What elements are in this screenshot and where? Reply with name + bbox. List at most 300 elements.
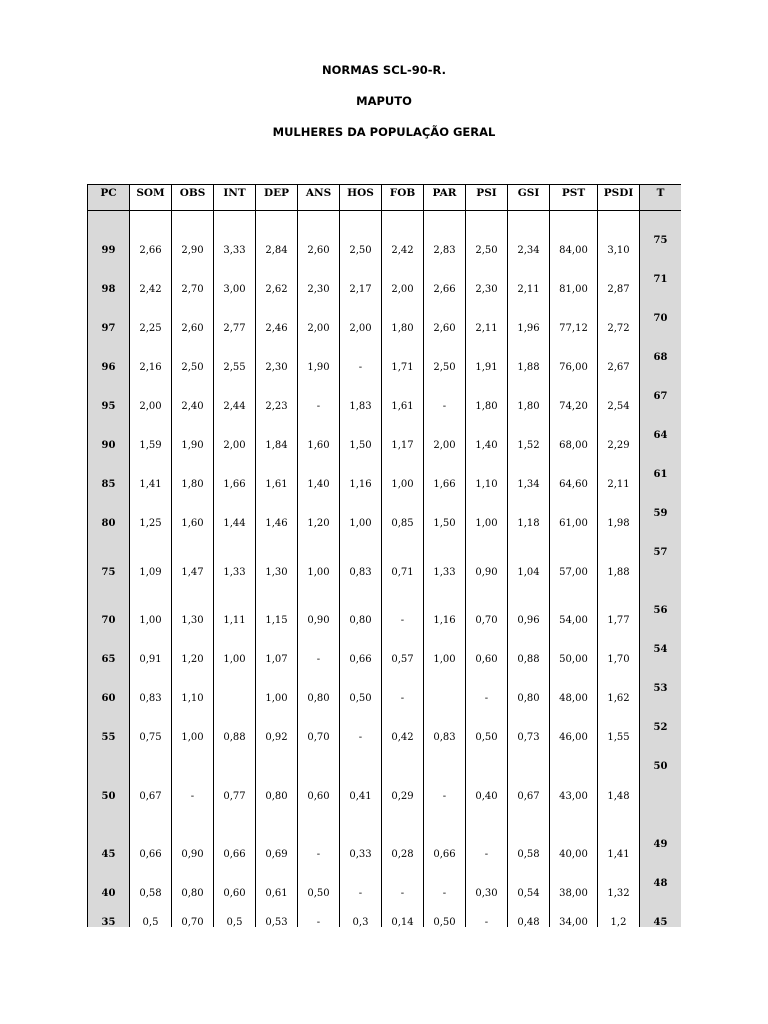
cell-psdi: [598, 231, 640, 270]
cell-gsi: 1,34: [508, 465, 550, 504]
cell-value: 2,00: [223, 440, 246, 451]
cell-gsi: 0,73: [508, 718, 550, 757]
table-row: [88, 348, 682, 387]
cell-dep: 0,61: [256, 874, 298, 913]
table-row: [88, 231, 682, 270]
cell-value: 1,80: [475, 401, 498, 412]
cell-value: 0,58: [139, 888, 162, 899]
header-t: T: [640, 185, 682, 211]
cell-value: 2,11: [607, 479, 630, 490]
cell-int: [214, 309, 256, 348]
header-int: INT: [214, 185, 256, 211]
cell-value: 1,33: [223, 566, 246, 578]
cell-dep: 1,30: [256, 543, 298, 601]
cell-som: [130, 874, 172, 913]
cell-ans: -: [298, 640, 340, 679]
cell-t: 50: [640, 757, 682, 835]
cell-pst: 81,00: [550, 270, 598, 309]
cell-som: [130, 679, 172, 718]
cell-value: 0,66: [139, 849, 162, 860]
table-row: [88, 874, 682, 913]
cell-value: 1,25: [139, 518, 162, 529]
cell-psi: [466, 913, 508, 927]
cell-value: 2,29: [607, 440, 630, 451]
cell-pc: 55: [88, 718, 130, 757]
cell-som: [130, 504, 172, 543]
norms-table: [87, 184, 681, 927]
cell-obs: 1,30: [172, 601, 214, 640]
table-row: [88, 835, 682, 874]
table-row: [88, 601, 682, 640]
table-row: [88, 504, 682, 543]
cell-psi: [466, 543, 508, 601]
cell-pst: 54,00: [550, 601, 598, 640]
cell-psdi: [598, 679, 640, 718]
cell-value: 0,60: [475, 654, 498, 665]
cell-value: 0,30: [475, 888, 498, 899]
cell-ans: -: [298, 387, 340, 426]
cell-value: -: [484, 849, 489, 860]
cell-value: 0,91: [139, 654, 162, 665]
cell-pc: 90: [88, 426, 130, 465]
cell-par: 0,50: [424, 913, 466, 927]
table-row: [88, 426, 682, 465]
cell-psdi: [598, 348, 640, 387]
cell-fob: -: [382, 679, 424, 718]
cell-value: 2,87: [607, 284, 630, 295]
cell-par: 2,50: [424, 348, 466, 387]
cell-dep: 1,61: [256, 465, 298, 504]
cell-pst: 64,60: [550, 465, 598, 504]
cell-ans: 1,60: [298, 426, 340, 465]
cell-pst: 34,00: [550, 913, 598, 927]
cell-hos: [340, 640, 382, 679]
cell-par: 2,60: [424, 309, 466, 348]
cell-value: 1,00: [475, 518, 498, 529]
cell-psdi: [598, 874, 640, 913]
cell-par: 1,66: [424, 465, 466, 504]
cell-obs: 1,20: [172, 640, 214, 679]
cell-hos: [340, 426, 382, 465]
cell-value: 1,00: [139, 615, 162, 626]
cell-dep: 0,69: [256, 835, 298, 874]
cell-value: 1,44: [223, 518, 246, 529]
table-row: [88, 640, 682, 679]
cell-value: 0,5: [226, 917, 243, 927]
cell-ans: 2,30: [298, 270, 340, 309]
cell-value: 1,32: [607, 888, 630, 899]
cell-value: 1,00: [223, 654, 246, 665]
cell-t: 67: [640, 387, 682, 426]
cell-pc: 65: [88, 640, 130, 679]
cell-dep: 1,15: [256, 601, 298, 640]
header-psi: PSI: [466, 185, 508, 211]
cell-dep: 1,84: [256, 426, 298, 465]
cell-ans: 2,00: [298, 309, 340, 348]
cell-t: 56: [640, 601, 682, 640]
cell-psi: [466, 387, 508, 426]
cell-value: 2,50: [349, 245, 372, 256]
cell-int: [214, 270, 256, 309]
cell-value: 0,83: [349, 566, 372, 578]
cell-value: 0,75: [139, 732, 162, 743]
cell-pst: 61,00: [550, 504, 598, 543]
cell-value: 3,00: [223, 284, 246, 295]
cell-int: [214, 543, 256, 601]
cell-fob: 1,17: [382, 426, 424, 465]
cell-pc: 35: [88, 913, 130, 927]
cell-fob: 2,00: [382, 270, 424, 309]
table-body: [88, 211, 682, 928]
cell-value: 3,10: [607, 245, 630, 256]
cell-fob: 0,28: [382, 835, 424, 874]
cell-ans: 0,60: [298, 757, 340, 835]
cell-ans: 0,50: [298, 874, 340, 913]
table-row: [88, 270, 682, 309]
cell-hos: [340, 679, 382, 718]
cell-fob: 0,29: [382, 757, 424, 835]
cell-som: [130, 309, 172, 348]
cell-fob: -: [382, 874, 424, 913]
cell-dep: 1,46: [256, 504, 298, 543]
cell-dep: 0,80: [256, 757, 298, 835]
cell-int: [214, 601, 256, 640]
cell-value: 1,91: [475, 362, 498, 373]
cell-t: 52: [640, 718, 682, 757]
cell-pst: 77,12: [550, 309, 598, 348]
cell-psi: [466, 504, 508, 543]
cell-psi: [466, 835, 508, 874]
cell-value: 0,3: [352, 917, 369, 927]
cell-value: 1,00: [349, 518, 372, 529]
cell-value: 1,66: [223, 479, 246, 490]
cell-par: 1,50: [424, 504, 466, 543]
cell-t: 68: [640, 348, 682, 387]
cell-pst: 74,20: [550, 387, 598, 426]
cell-pc: 80: [88, 504, 130, 543]
cell-ans: -: [298, 913, 340, 927]
cell-value: 0,90: [475, 566, 498, 578]
cell-som: [130, 465, 172, 504]
cell-pc: 50: [88, 757, 130, 835]
cell-hos: [340, 231, 382, 270]
cell-gsi: 0,96: [508, 601, 550, 640]
cell-som: [130, 231, 172, 270]
cell-fob: 1,00: [382, 465, 424, 504]
cell-obs: 0,80: [172, 874, 214, 913]
cell-pc: 70: [88, 601, 130, 640]
cell-hos: [340, 874, 382, 913]
cell-psi: [466, 679, 508, 718]
cell-par: 1,33: [424, 543, 466, 601]
cell-obs: 1,47: [172, 543, 214, 601]
cell-obs: 2,40: [172, 387, 214, 426]
cell-int: [214, 874, 256, 913]
cell-hos: [340, 718, 382, 757]
cell-psdi: [598, 426, 640, 465]
cell-ans: 1,00: [298, 543, 340, 601]
cell-value: 0,66: [223, 849, 246, 860]
cell-hos: [340, 309, 382, 348]
cell-som: [130, 348, 172, 387]
cell-obs: 2,90: [172, 231, 214, 270]
cell-pst: 68,00: [550, 426, 598, 465]
cell-value: -: [358, 888, 363, 899]
cell-obs: -: [172, 757, 214, 835]
cell-par: [424, 679, 466, 718]
header-hos: HOS: [340, 185, 382, 211]
cell-dep: 2,62: [256, 270, 298, 309]
header-psdi: PSDI: [598, 185, 640, 211]
cell-value: 1,48: [607, 790, 630, 802]
cell-som: [130, 757, 172, 835]
cell-par: 0,66: [424, 835, 466, 874]
cell-psi: [466, 348, 508, 387]
cell-t: 49: [640, 835, 682, 874]
cell-fob: 1,61: [382, 387, 424, 426]
cell-hos: [340, 543, 382, 601]
cell-ans: 0,80: [298, 679, 340, 718]
cell-gsi: 0,58: [508, 835, 550, 874]
cell-value: 1,70: [607, 654, 630, 665]
cell-value: 2,30: [475, 284, 498, 295]
table-spacer-row: [88, 211, 682, 232]
cell-t: 61: [640, 465, 682, 504]
cell-gsi: 0,54: [508, 874, 550, 913]
document-location: MAPUTO: [356, 94, 412, 108]
cell-par: 0,83: [424, 718, 466, 757]
cell-ans: 1,40: [298, 465, 340, 504]
cell-obs: 2,60: [172, 309, 214, 348]
cell-int: [214, 835, 256, 874]
cell-value: 2,00: [349, 323, 372, 334]
cell-t: 54: [640, 640, 682, 679]
cell-dep: 1,07: [256, 640, 298, 679]
cell-value: 1,59: [139, 440, 162, 451]
cell-som: [130, 270, 172, 309]
cell-int: [214, 231, 256, 270]
cell-value: 3,33: [223, 245, 246, 256]
cell-ans: -: [298, 835, 340, 874]
cell-pc: 60: [88, 679, 130, 718]
cell-par: -: [424, 874, 466, 913]
cell-gsi: 1,18: [508, 504, 550, 543]
table-row: [88, 309, 682, 348]
cell-par: 1,00: [424, 640, 466, 679]
cell-pc: 96: [88, 348, 130, 387]
cell-int: [214, 757, 256, 835]
cell-gsi: 0,80: [508, 679, 550, 718]
cell-gsi: 2,34: [508, 231, 550, 270]
cell-value: 2,66: [139, 245, 162, 256]
cell-pc: 75: [88, 543, 130, 601]
cell-value: 1,40: [475, 440, 498, 451]
table-row: [88, 543, 682, 601]
cell-dep: 2,84: [256, 231, 298, 270]
cell-psi: [466, 640, 508, 679]
cell-gsi: 1,04: [508, 543, 550, 601]
header-row: [88, 185, 682, 211]
cell-value: 1,55: [607, 732, 630, 743]
cell-t: 75: [640, 231, 682, 270]
cell-psdi: [598, 387, 640, 426]
cell-obs: 1,90: [172, 426, 214, 465]
cell-value: 2,72: [607, 323, 630, 334]
cell-value: 1,83: [349, 401, 372, 412]
cell-psdi: [598, 309, 640, 348]
cell-value: 1,77: [607, 615, 630, 626]
cell-gsi: 2,11: [508, 270, 550, 309]
header-som: SOM: [130, 185, 172, 211]
cell-hos: [340, 757, 382, 835]
cell-ans: 1,20: [298, 504, 340, 543]
table-row: [88, 465, 682, 504]
cell-gsi: 1,52: [508, 426, 550, 465]
cell-t: 70: [640, 309, 682, 348]
cell-psi: [466, 270, 508, 309]
cell-ans: 2,60: [298, 231, 340, 270]
cell-pst: 57,00: [550, 543, 598, 601]
cell-gsi: 1,96: [508, 309, 550, 348]
cell-value: 0,60: [223, 888, 246, 899]
cell-psi: [466, 465, 508, 504]
cell-t: 59: [640, 504, 682, 543]
cell-fob: 0,42: [382, 718, 424, 757]
cell-dep: 0,53: [256, 913, 298, 927]
cell-psdi: [598, 504, 640, 543]
cell-int: [214, 913, 256, 927]
cell-som: [130, 640, 172, 679]
cell-fob: 1,80: [382, 309, 424, 348]
cell-value: 0,83: [139, 693, 162, 704]
cell-pc: 95: [88, 387, 130, 426]
cell-pst: 48,00: [550, 679, 598, 718]
cell-value: 2,00: [139, 401, 162, 412]
cell-psi: [466, 426, 508, 465]
cell-value: 0,50: [349, 693, 372, 704]
cell-value: 0,50: [475, 732, 498, 743]
cell-hos: [340, 504, 382, 543]
cell-value: 2,25: [139, 323, 162, 334]
cell-value: 1,50: [349, 440, 372, 451]
cell-value: 2,17: [349, 284, 372, 295]
cell-t: 71: [640, 270, 682, 309]
cell-int: [214, 348, 256, 387]
cell-t: 64: [640, 426, 682, 465]
cell-par: 2,83: [424, 231, 466, 270]
cell-fob: 0,57: [382, 640, 424, 679]
cell-som: [130, 835, 172, 874]
cell-value: 0,5: [142, 917, 159, 927]
cell-value: 0,70: [475, 615, 498, 626]
cell-int: [214, 426, 256, 465]
cell-int: [214, 387, 256, 426]
cell-pc: 99: [88, 231, 130, 270]
cell-psdi: [598, 835, 640, 874]
cell-t: 45: [640, 913, 682, 927]
cell-hos: [340, 270, 382, 309]
cell-obs: 1,10: [172, 679, 214, 718]
cell-fob: 0,71: [382, 543, 424, 601]
cell-som: [130, 543, 172, 601]
cell-obs: 1,00: [172, 718, 214, 757]
cell-pst: 84,00: [550, 231, 598, 270]
cell-value: 2,77: [223, 323, 246, 334]
cell-hos: [340, 348, 382, 387]
cell-dep: 1,00: [256, 679, 298, 718]
header-fob: FOB: [382, 185, 424, 211]
cell-obs: 1,60: [172, 504, 214, 543]
cell-som: [130, 601, 172, 640]
cell-ans: 1,90: [298, 348, 340, 387]
cell-value: 1,09: [139, 566, 162, 578]
cell-gsi: 0,67: [508, 757, 550, 835]
cell-psdi: [598, 718, 640, 757]
cell-value: 1,10: [475, 479, 498, 490]
cell-hos: [340, 387, 382, 426]
table-row: [88, 757, 682, 835]
cell-int: [214, 679, 256, 718]
cell-gsi: 0,88: [508, 640, 550, 679]
cell-som: [130, 426, 172, 465]
cell-hos: [340, 601, 382, 640]
cell-obs: 2,70: [172, 270, 214, 309]
cell-psi: [466, 231, 508, 270]
cell-dep: 2,46: [256, 309, 298, 348]
cell-som: [130, 718, 172, 757]
cell-psdi: [598, 640, 640, 679]
table-row: [88, 387, 682, 426]
cell-pst: 38,00: [550, 874, 598, 913]
cell-psdi: [598, 757, 640, 835]
cell-pst: 50,00: [550, 640, 598, 679]
cell-value: 0,33: [349, 849, 372, 860]
cell-pst: 40,00: [550, 835, 598, 874]
cell-value: 2,67: [607, 362, 630, 373]
header-obs: OBS: [172, 185, 214, 211]
cell-som: [130, 387, 172, 426]
cell-pc: 40: [88, 874, 130, 913]
cell-value: 2,55: [223, 362, 246, 373]
cell-som: [130, 913, 172, 927]
cell-value: 1,16: [349, 479, 372, 490]
cell-obs: 0,70: [172, 913, 214, 927]
cell-value: 2,42: [139, 284, 162, 295]
cell-psi: [466, 757, 508, 835]
cell-value: 0,66: [349, 654, 372, 665]
cell-int: [214, 718, 256, 757]
cell-par: -: [424, 387, 466, 426]
cell-hos: [340, 913, 382, 927]
cell-value: 2,44: [223, 401, 246, 412]
cell-pst: 76,00: [550, 348, 598, 387]
cell-value: -: [484, 917, 489, 927]
cell-value: 1,62: [607, 693, 630, 704]
cell-psdi: [598, 913, 640, 927]
document-title: NORMAS SCL-90-R.: [322, 63, 446, 77]
header-dep: DEP: [256, 185, 298, 211]
header-ans: ANS: [298, 185, 340, 211]
cell-obs: 2,50: [172, 348, 214, 387]
cell-par: 2,00: [424, 426, 466, 465]
cell-psdi: [598, 601, 640, 640]
cell-psi: [466, 601, 508, 640]
cell-value: 0,80: [349, 615, 372, 626]
cell-psi: [466, 309, 508, 348]
cell-ans: 0,70: [298, 718, 340, 757]
cell-pc: 85: [88, 465, 130, 504]
cell-t: 57: [640, 543, 682, 601]
